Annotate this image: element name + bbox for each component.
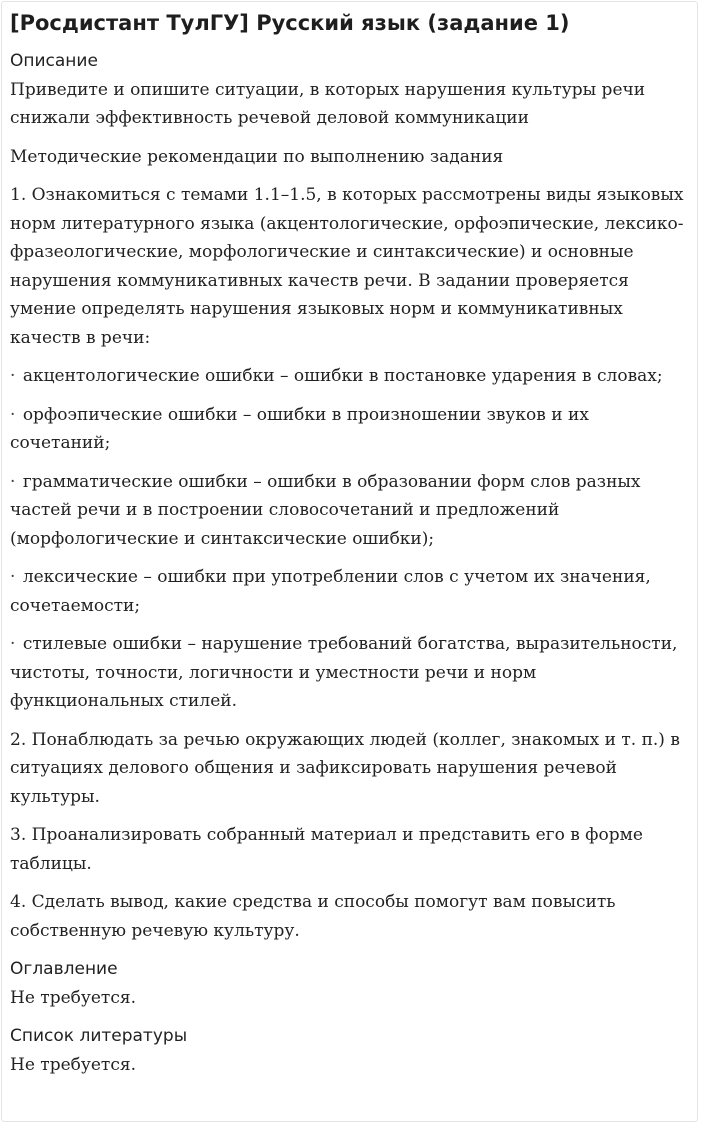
bullet-text: стилевые ошибки – нарушение требований богатства, выразительности, чистоты, точности, логичности и уместности речи и норм функциональных стилей.: [10, 634, 678, 711]
toc-text: Не требуется.: [10, 987, 136, 1008]
toc-heading: Оглавление: [10, 959, 118, 979]
bullet-item-1: [10, 362, 689, 391]
bullet-item-5: [10, 630, 689, 716]
bullet-dot: ·: [10, 634, 16, 654]
bullet-text: орфоэпические ошибки – ошибки в произношении звуков и их сочетаний;: [10, 404, 589, 453]
guidelines-heading: Методические рекомендации по выполнению задания: [10, 146, 504, 167]
description-heading: Описание: [10, 51, 98, 71]
bullet-text: лексические – ошибки при употреблении слов с учетом их значения, сочетаемости;: [10, 567, 651, 616]
references-heading: Список литературы: [10, 1026, 188, 1046]
bullet-text: грамматические ошибки – ошибки в образовании форм слов разных частей речи и в построении словосочетаний и предложений (морфологические и синтаксические ошибки);: [10, 471, 641, 549]
step-3: 3. Проанализировать собранный материал и представить его в форме таблицы.: [10, 825, 643, 874]
bullet-text: акцентологические ошибки – ошибки в постановке ударения в словах;: [22, 366, 663, 386]
step-4: 4. Сделать вывод, какие средства и способы помогут вам повысить собственную речевую культуру.: [10, 892, 616, 941]
step-2: 2. Понаблюдать за речью окружающих людей (коллег, знакомых и т. п.) в ситуациях делового общения и зафиксировать нарушения речевой культуры.: [10, 729, 680, 807]
description-text: Приведите и опишите ситуации, в которых нарушения культуры речи снижали эффективность речевой деловой коммуникации: [10, 79, 646, 128]
bullet-dot: ·: [10, 471, 16, 492]
task-document: [1, 1, 698, 1122]
bullet-dot: ·: [10, 404, 16, 425]
references-text: Не требуется.: [10, 1054, 136, 1075]
bullet-item-2: [10, 401, 689, 458]
page-title: [Росдистант ТулГУ] Русский язык (задание 1): [10, 11, 570, 35]
bullet-item-3: [10, 468, 689, 554]
bullet-dot: ·: [10, 567, 16, 587]
bullet-dot: ·: [10, 366, 16, 386]
bullet-item-4: [10, 563, 689, 620]
step-1: 1. Ознакомиться с темами 1.1–1.5, в которых рассмотрены виды языковых норм литературного языка (акцентологические, орфоэпические, лексико-фразеологические, морфологические и синтаксические) и основные нарушения коммуникативных качеств речи. В задании проверяется умение определять нарушения языковых норм и коммуникативных качеств в речи:: [10, 185, 684, 348]
